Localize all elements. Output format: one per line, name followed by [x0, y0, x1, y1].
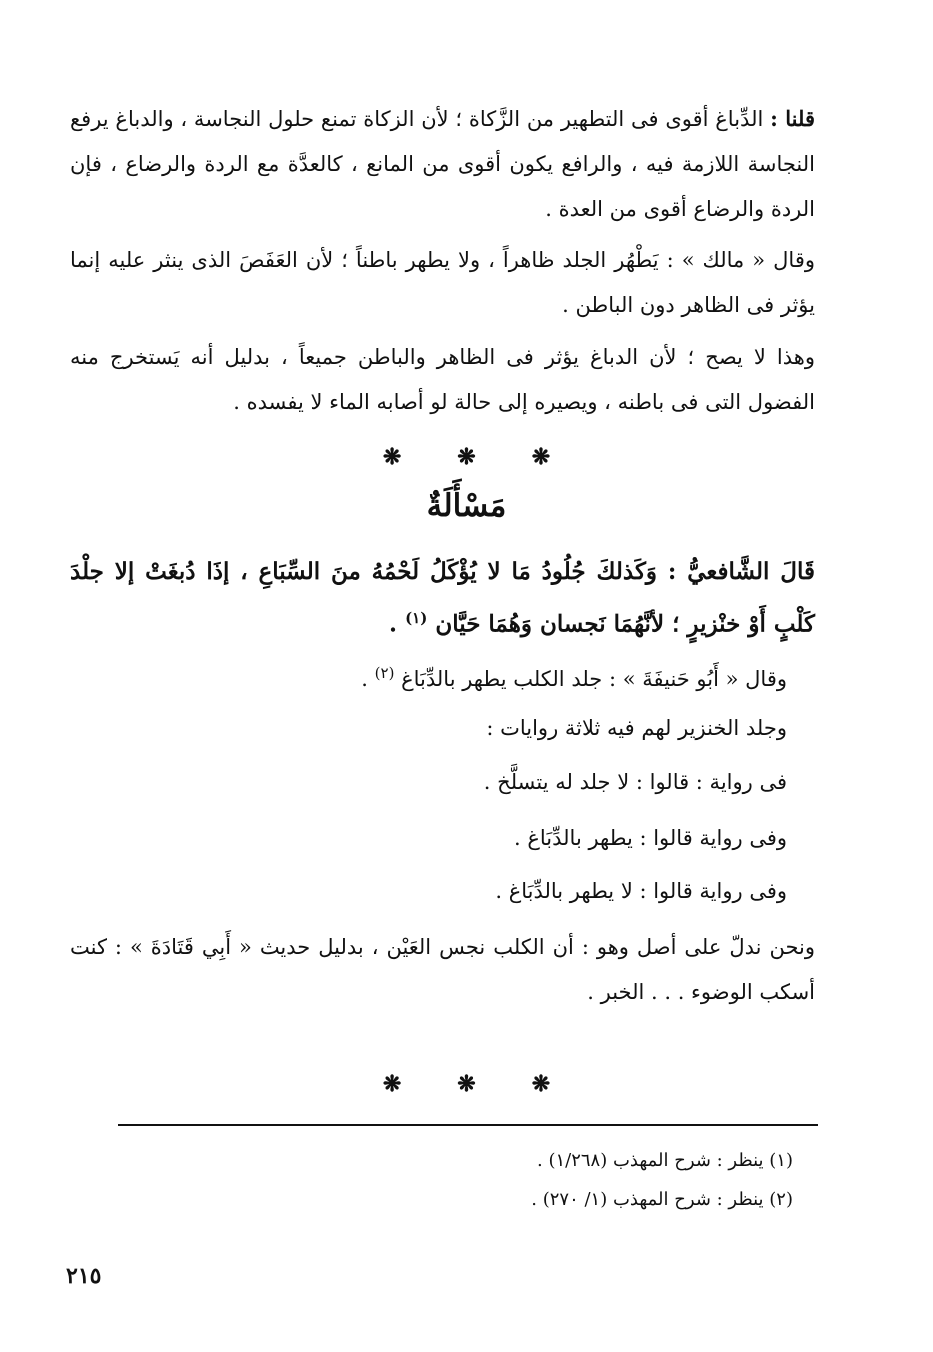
separator-star: ❋: [457, 1071, 476, 1097]
separator-stars-bottom: [0, 1071, 933, 1097]
footnote-divider: [118, 1124, 818, 1126]
paragraph-1-text: الدِّباغ أقوى فى التطهير من الزَّكاة ؛ لأن الزكاة تمنع حلول النجاسة ، والدباغ يرفع النجاسة اللازمة فيه ، والرافع يكون أقوى من المانع ، كالعدَّة مع الردة والرضاع ، فإن الردة والرضاع أقوى من العدة .: [70, 107, 815, 221]
separator-star: ❋: [457, 444, 476, 470]
separator-star: ❋: [531, 1071, 551, 1097]
final-paragraph-text: ونحن ندلّ على أصل وهو : أن الكلب نجس العَيْن ، بدليل حديث « أَبِي قَتَادَةَ » : كنت أسكب الوضوء . . . الخبر .: [70, 935, 815, 1004]
narration-3: وفى رواية قالوا : لا يطهر بالدِّبَاغ .: [495, 879, 787, 903]
separator-star: ❋: [382, 1071, 402, 1097]
separator-star: ❋: [382, 444, 402, 470]
separator-star: ❋: [531, 444, 551, 470]
narration-1: فى رواية : قالوا : لا جلد له يتسلَّخ .: [483, 770, 787, 794]
paragraph-2: [70, 238, 815, 328]
shafii-quote-end: .: [389, 610, 398, 638]
abu-hanifa-end: .: [361, 667, 368, 691]
shafii-quote: [70, 548, 815, 648]
abu-hanifa-line: [361, 658, 787, 694]
final-paragraph: [70, 925, 815, 1015]
paragraph-1: [70, 96, 815, 232]
footnote-2: (٢) ينظر : شرح المهذب (١/ ٢٧٠) .: [531, 1189, 793, 1210]
shafii-quote-text: قَالَ الشَّافعيُّ : وَكَذلكَ جُلُودُ مَا لا يُؤْكَلُ لَحْمُهُ منَ السِّبَاعِ ، إذَا دُبغَتْ إلا جلْدَ كَلْبٍ أَوْ خنْزيرٍ ؛ لأنَّهُمَا نَجسان وَهُمَا حَيَّان: [70, 558, 815, 638]
page-number: ٢١٥: [66, 1263, 102, 1289]
separator-stars-top: [0, 444, 933, 470]
footnote-1: (١) ينظر : شرح المهذب (١/٢٦٨) .: [537, 1150, 793, 1171]
abu-hanifa-text: وقال « أَبُو حَنيفَةَ » : جلد الكلب يطهر بالدِّبَاغ: [401, 667, 787, 691]
paragraph-3: [70, 335, 815, 425]
paragraph-3-text: وهذا لا يصح ؛ لأن الدباغ يؤثر فى الظاهر والباطن جميعاً ، بدليل أنه يَستخرج منه الفضول التى فى باطنه ، ويصيره إلى حالة لو أصابه الماء لا يفسده .: [70, 345, 815, 414]
narration-2: وفى رواية قالوا : يطهر بالدِّبَاغ .: [514, 826, 787, 850]
paragraph-2-text: وقال « مالك » : يَطْهُر الجلد ظاهراً ، ولا يطهر باطناً ؛ لأن العَفَصَ الذى ينثر عليه إنما يؤثر فى الظاهر دون الباطن .: [70, 248, 815, 317]
section-title: مَسْأَلَةٌ: [426, 488, 507, 524]
paragraph-1-lead: قلنا :: [770, 106, 815, 131]
footnote-ref-2: (٢): [374, 664, 395, 682]
footnote-ref-1: (١): [405, 609, 428, 627]
pig-skin-intro: وجلد الخنزير لهم فيه ثلاثة روايات :: [486, 716, 787, 740]
